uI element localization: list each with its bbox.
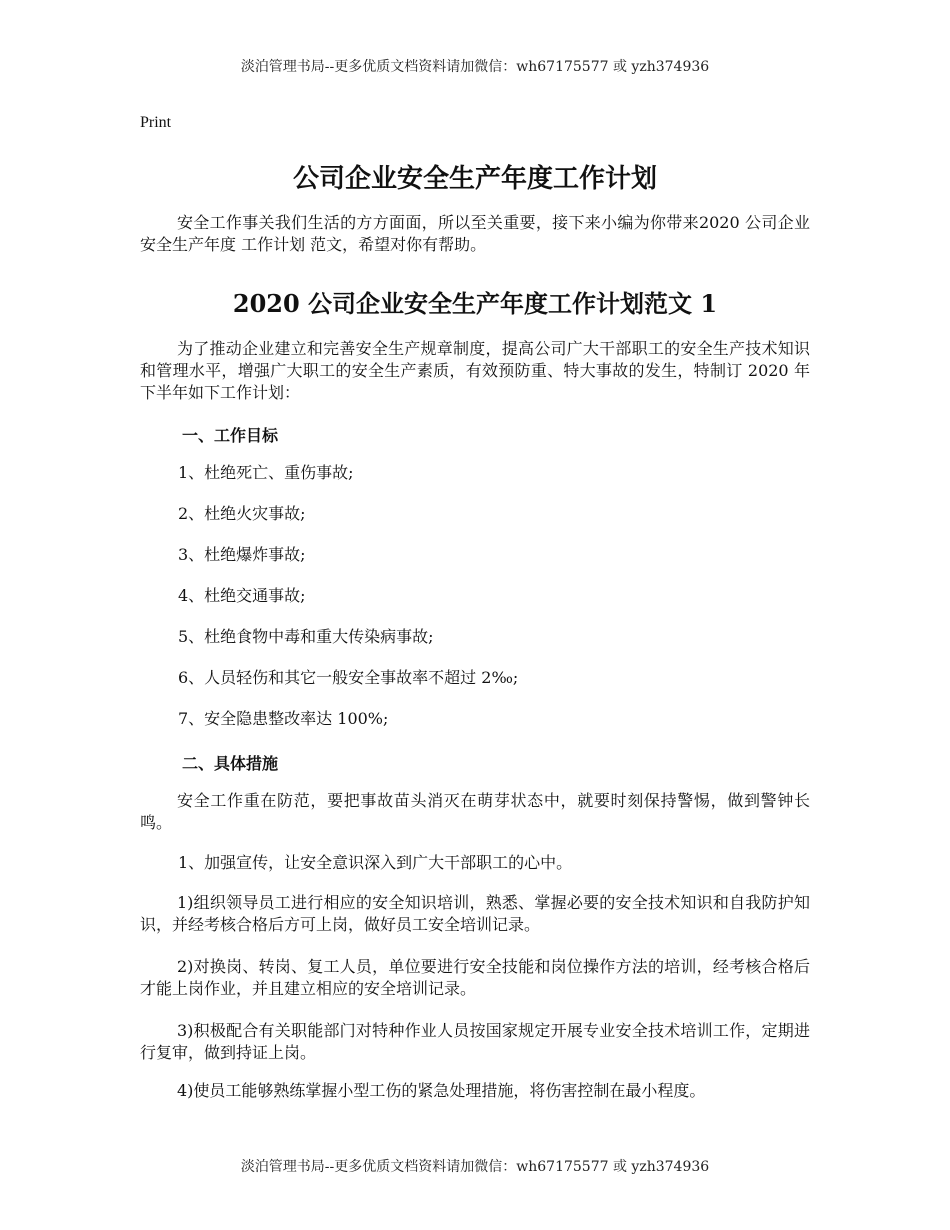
goal-item: 4、杜绝交通事故; xyxy=(178,586,306,605)
sub-item-paragraph: 4)使员工能够熟练掌握小型工伤的紧急处理措施，将伤害控制在最小程度。 xyxy=(177,1081,706,1100)
document-title: 公司企业安全生产年度工作计划 xyxy=(292,164,657,194)
goal-item: 6、人员轻伤和其它一般安全事故率不超过 2‰; xyxy=(178,668,519,687)
section-intro-paragraph: 为了推动企业建立和完善安全生产规章制度，提高公司广大干部职工的安全生产技术知识和管理水平，增强广大职工的安全生产素质，有效预防重、特大事故的发生，特制订 2020 年下半年如下工作计划： xyxy=(140,339,810,402)
goal-item: 3、杜绝爆炸事故; xyxy=(178,545,306,564)
page-header: 淡泊管理书局--更多优质文档资料请加微信：wh67175577 或 yzh374936 xyxy=(240,59,710,75)
sub-item-paragraph: 3)积极配合有关职能部门对特种作业人员按国家规定开展专业安全技术培训工作，定期进行复审，做到持证上岗。 xyxy=(140,1021,810,1062)
goals-heading: 一、工作目标 xyxy=(182,426,279,445)
measures-intro-paragraph: 安全工作重在防范，要把事故苗头消灭在萌芽状态中，就要时刻保持警惕，做到警钟长鸣。 xyxy=(140,791,810,832)
sub-item-paragraph: 2)对换岗、转岗、复工人员，单位要进行安全技能和岗位操作方法的培训，经考核合格后才能上岗作业，并且建立相应的安全培训记录。 xyxy=(140,957,810,998)
section-title: 2020 公司企业安全生产年度工作计划范文 1 xyxy=(232,289,718,318)
sub-item-paragraph: 1)组织领导员工进行相应的安全知识培训，熟悉、掌握必要的安全技术知识和自我防护知识，并经考核合格后方可上岗，做好员工安全培训记录。 xyxy=(140,893,810,934)
intro-paragraph: 安全工作事关我们生活的方方面面，所以至关重要，接下来小编为你带来2020 公司企业安全生产年度 工作计划 范文，希望对你有帮助。 xyxy=(140,213,810,254)
goal-item: 5、杜绝食物中毒和重大传染病事故; xyxy=(178,627,434,646)
goal-item: 7、安全隐患整改率达 100%; xyxy=(178,709,389,728)
measure-item: 1、加强宣传，让安全意识深入到广大干部职工的心中。 xyxy=(178,853,573,872)
print-label: Print xyxy=(140,114,172,131)
goal-item: 1、杜绝死亡、重伤事故; xyxy=(178,463,354,482)
page-footer: 淡泊管理书局--更多优质文档资料请加微信：wh67175577 或 yzh374936 xyxy=(240,1159,710,1175)
goal-item: 2、杜绝火灾事故; xyxy=(178,504,306,523)
measures-heading: 二、具体措施 xyxy=(182,754,279,773)
